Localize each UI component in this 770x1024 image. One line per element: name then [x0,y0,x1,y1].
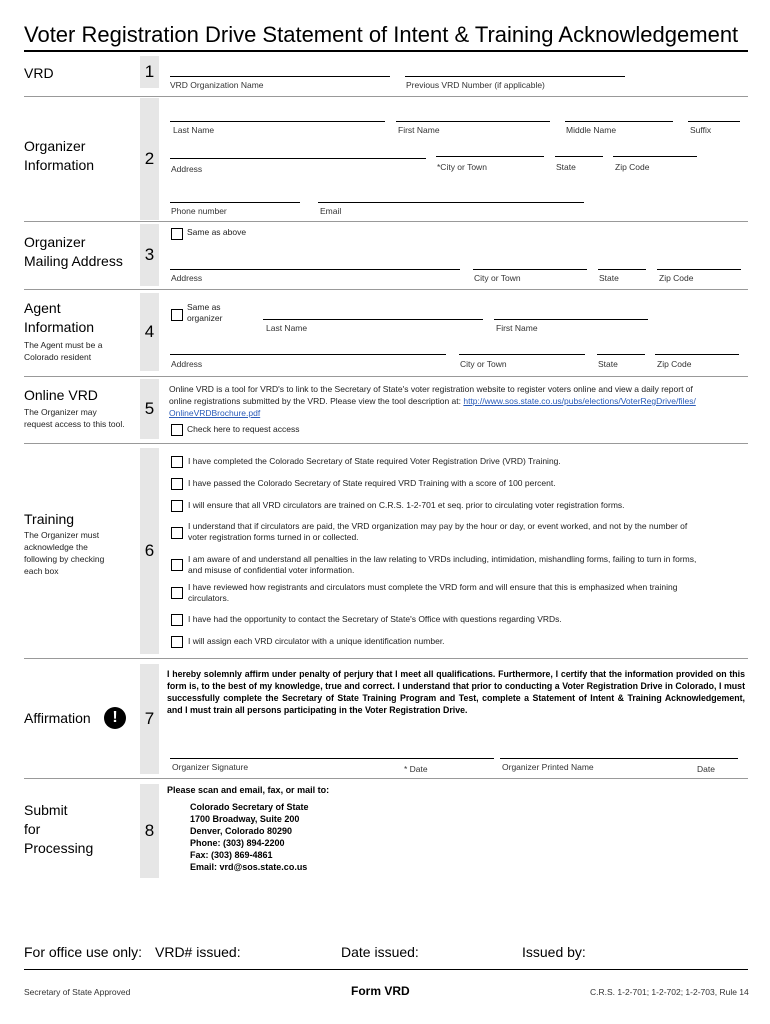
text-line: online registrations submitted by the VRD. Please view the tool description at: [169,396,464,406]
agent-state-field[interactable] [597,354,645,355]
divider [24,221,748,222]
label-line: Information [24,319,95,335]
text-line: Online VRD is a tool for VRD's to link to the Secretary of State's voter registration website to register voters online and view a daily report of [169,384,693,394]
printed-date-label: Date [697,764,715,774]
label-line: Information [24,157,95,173]
organizer-first-name-field[interactable] [396,121,550,122]
training-item-5 [188,554,696,576]
brochure-link-continued[interactable]: OnlineVRDBrochure.pdf [169,408,261,418]
section-number-6: 6 [140,448,159,654]
text-line: I am aware of and understand all penalties in the law relating to VRDs including, intimidation, mishandling forms, failing to turn in forms, [188,554,697,564]
address-line: Phone: (303) 894-2200 [190,838,285,848]
training-checkbox-4[interactable] [171,527,183,539]
mailing-state-field[interactable] [598,269,646,270]
address-line: 1700 Broadway, Suite 200 [190,814,300,824]
section-vrd-label: VRD [24,65,54,81]
organizer-address-field[interactable] [170,158,426,159]
agent-last-name-label: Last Name [266,323,308,333]
organizer-middle-name-label: Middle Name [566,125,617,135]
organizer-state-label: State [556,162,576,172]
mailing-zip-label: Zip Code [659,273,694,283]
note-line: each box [24,566,59,576]
label-line: Processing [24,840,94,856]
organizer-printed-name-field[interactable] [500,758,738,759]
note-line: The Organizer must [24,530,100,540]
office-rule [24,969,748,970]
agent-last-name-field[interactable] [263,319,483,320]
agent-same-as-organizer-label [187,302,222,324]
label-line: Same as [187,302,221,312]
date-issued-label: Date issued: [341,944,419,960]
organizer-city-label: *City or Town [437,162,487,172]
section-training-label: Training [24,511,75,527]
training-item-7: I have had the opportunity to contact the Secretary of State's Office with questions regarding VRDs. [188,614,562,624]
mailing-same-as-above-label: Same as above [187,227,247,237]
agent-same-as-organizer-checkbox[interactable] [171,309,183,321]
organizer-last-name-label: Last Name [173,125,215,135]
label-line: for [24,821,41,837]
text-line: I understand that if circulators are paid, the VRD organization may pay by the hour or day, or event worked, and not by the number of [188,521,688,531]
affirmation-text: I hereby solemnly affirm under penalty of perjury that I meet all qualifications. Furthermore, I certify that the information provided on this form is, to the best of my knowledge, true and correct. I understand that prior to conducting a Voter Registration Drive in Colorado, I must successfully complete the Secretary of State Training Program and Test, complete a Statement of Intent & Training Acknowledgement, and I must train all persons participating in the Voter Registration Drive. [167,669,745,715]
organizer-zip-field[interactable] [613,156,697,157]
note-line: request access to this tool. [24,419,125,429]
divider [24,778,748,779]
text-line: circulators. [188,593,230,603]
label-line: Agent [24,300,61,316]
page-title: Voter Registration Drive Statement of Intent & Training Acknowledgement [24,22,739,47]
request-access-label: Check here to request access [187,424,300,434]
agent-first-name-label: First Name [496,323,538,333]
prev-vrd-number-label: Previous VRD Number (if applicable) [406,80,545,90]
agent-city-field[interactable] [459,354,585,355]
organizer-first-name-label: First Name [398,125,440,135]
section-number-1: 1 [140,56,159,88]
section-agent-label [24,299,94,337]
online-note [24,406,125,430]
note-line: following by checking [24,554,105,564]
organizer-email-label: Email [320,206,342,216]
mailing-state-label: State [599,273,619,283]
brochure-link[interactable]: http://www.sos.state.co.us/pubs/elections/VoterRegDrive/files/ [463,396,696,406]
agent-zip-field[interactable] [655,354,739,355]
agent-zip-label: Zip Code [657,359,692,369]
agent-note [24,339,102,363]
mailing-city-label: City or Town [474,273,521,283]
organizer-signature-field[interactable] [170,758,494,759]
organizer-phone-field[interactable] [170,202,300,203]
office-use-label: For office use only: [24,944,143,960]
section-number-2: 2 [140,98,159,220]
online-vrd-description [169,383,749,419]
address-line: Fax: (303) 869-4861 [190,850,273,860]
label-line: Submit [24,802,68,818]
note-line: acknowledge the [24,542,88,552]
organizer-address-label: Address [171,164,203,174]
footer-statute: C.R.S. 1-2-701; 1-2-702; 1-2-703, Rule 14 [590,987,749,997]
vrd-org-name-field[interactable] [170,76,390,77]
issued-by-label: Issued by: [522,944,586,960]
request-access-checkbox[interactable] [171,424,183,436]
divider [24,96,748,97]
vrd-issued-label: VRD# issued: [155,944,241,960]
prev-vrd-number-field[interactable] [405,76,625,77]
divider [24,443,748,444]
divider [24,658,748,659]
footer-form-name: Form VRD [351,984,410,998]
training-item-6 [188,582,677,604]
organizer-email-field[interactable] [318,202,584,203]
address-line: Colorado Secretary of State [190,802,309,812]
section-number-7: 7 [140,664,159,774]
text-line: voter registration forms turned in or collected. [188,532,359,542]
section-number-5: 5 [140,379,159,439]
label-line: Organizer [24,234,86,250]
agent-city-label: City or Town [460,359,507,369]
section-submit-label [24,801,93,858]
training-checkbox-3[interactable] [171,500,183,512]
text-line: and misuse of confidential voter information. [188,565,355,575]
section-mailing-label [24,233,123,271]
agent-first-name-field[interactable] [494,319,648,320]
section-organizer-label [24,137,94,175]
organizer-suffix-label: Suffix [690,125,712,135]
organizer-middle-name-field[interactable] [565,121,673,122]
organizer-phone-label: Phone number [171,206,227,216]
mailing-address-field[interactable] [170,269,460,270]
note-line: Colorado resident [24,352,92,362]
mailing-city-field[interactable] [473,269,587,270]
footer-approved: Secretary of State Approved [24,987,131,997]
divider [24,376,748,377]
label-line: organizer [187,313,223,323]
note-line: The Organizer may [24,407,97,417]
label-line: Organizer [24,138,86,154]
organizer-zip-label: Zip Code [615,162,650,172]
note-line: The Agent must be a [24,340,103,350]
training-checkbox-2[interactable] [171,478,183,490]
training-checkbox-7[interactable] [171,614,183,626]
submit-intro: Please scan and email, fax, or mail to: [167,785,330,795]
section-online-label: Online VRD [24,387,98,403]
training-checkbox-8[interactable] [171,636,183,648]
training-note [24,529,104,577]
organizer-suffix-field[interactable] [688,121,740,122]
signature-date-label: * Date [404,764,428,774]
training-checkbox-1[interactable] [171,456,183,468]
agent-address-field[interactable] [170,354,446,355]
mailing-address-label: Address [171,273,203,283]
section-number-3: 3 [140,224,159,286]
training-item-2: I have passed the Colorado Secretary of State required VRD Training with a score of 100 percent. [188,478,556,488]
label-line: Mailing Address [24,253,123,269]
title-rule [24,50,748,52]
training-item-8: I will assign each VRD circulator with a unique identification number. [188,636,445,646]
organizer-last-name-field[interactable] [170,121,385,122]
exclamation-icon: ! [104,707,126,729]
text-line: I have reviewed how registrants and circulators must complete the VRD form and will ensure that this is emphasized when training [188,582,678,592]
email-line: Email: vrd@sos.state.co.us [190,862,308,872]
training-item-1: I have completed the Colorado Secretary of State required Voter Registration Drive (VRD) Training. [188,456,561,466]
organizer-state-field[interactable] [555,156,603,157]
agent-address-label: Address [171,359,203,369]
training-item-4 [188,521,687,543]
section-number-4: 4 [140,293,159,371]
organizer-signature-label: Organizer Signature [172,762,249,772]
section-number-8: 8 [140,784,159,878]
organizer-printed-name-label: Organizer Printed Name [502,762,594,772]
training-item-3: I will ensure that all VRD circulators are trained on C.R.S. 1-2-701 et seq. prior to circulating voter registration forms. [188,500,625,510]
section-affirmation-label: Affirmation [24,710,91,726]
divider [24,289,748,290]
training-checkbox-5[interactable] [171,559,183,571]
mailing-zip-field[interactable] [657,269,741,270]
training-checkbox-6[interactable] [171,587,183,599]
vrd-org-name-label: VRD Organization Name [170,80,264,90]
organizer-city-field[interactable] [436,156,544,157]
address-line: Denver, Colorado 80290 [190,826,293,836]
agent-state-label: State [598,359,618,369]
submit-address [190,801,309,873]
mailing-same-as-above-checkbox[interactable] [171,228,183,240]
